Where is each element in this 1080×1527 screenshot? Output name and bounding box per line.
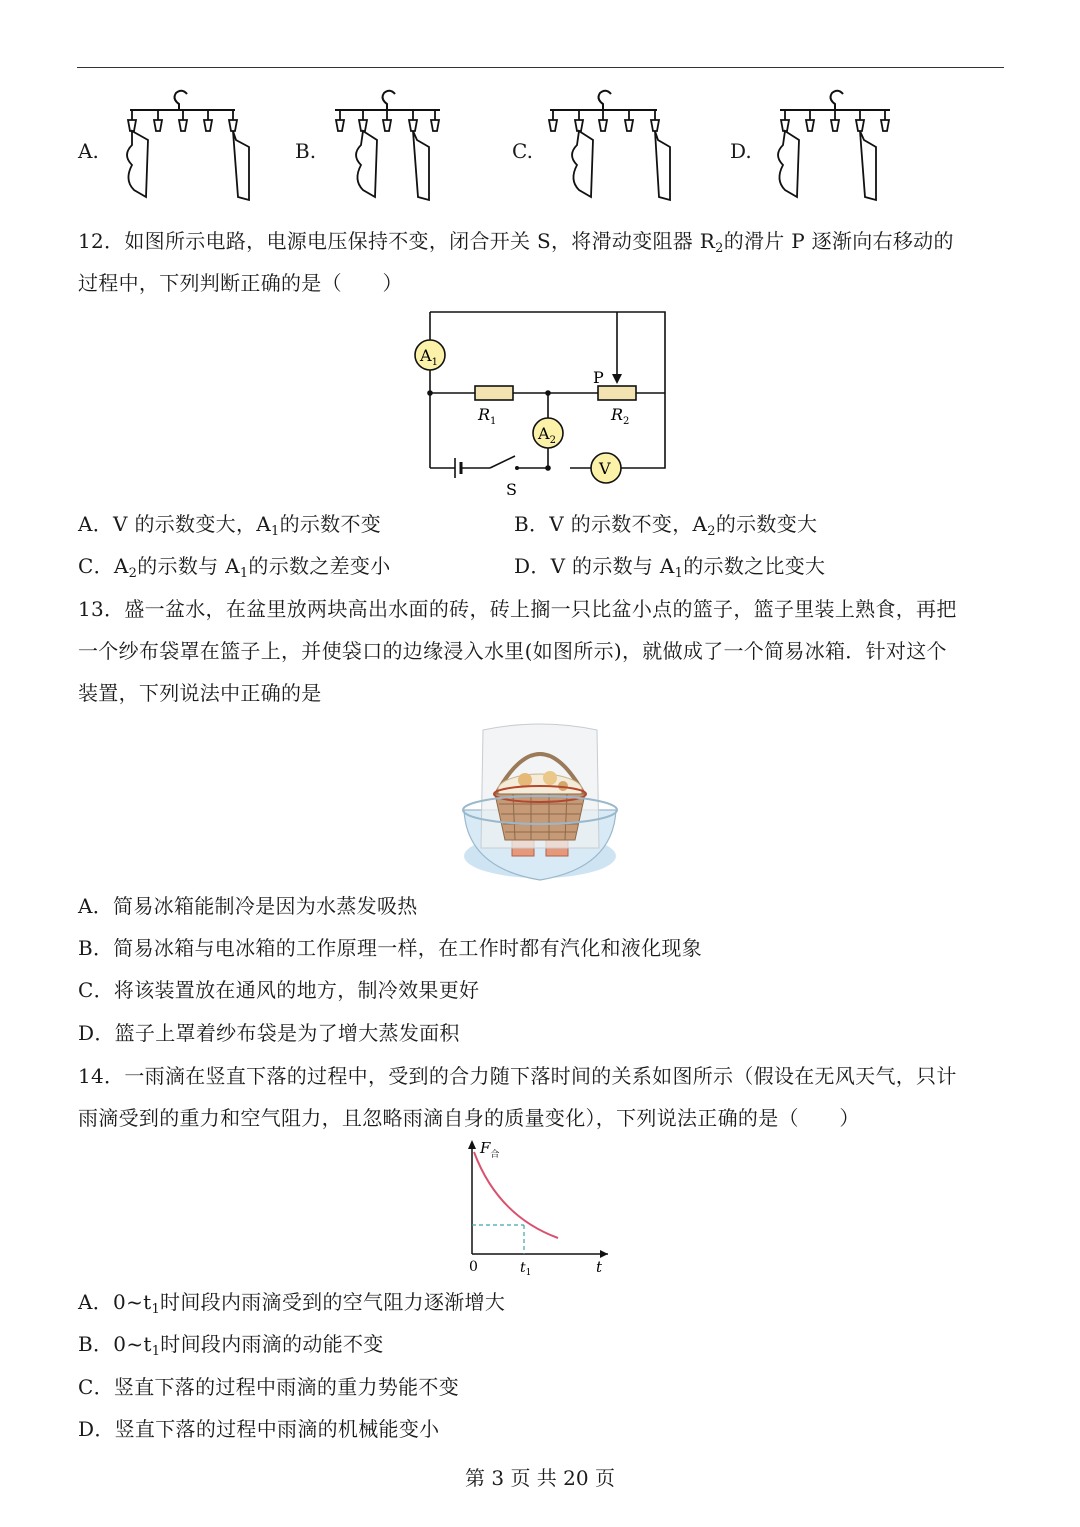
y-axis-label: $F_合$ — [480, 1139, 500, 1160]
q11-hanger-figure-d — [765, 85, 915, 205]
q12-option-a: A．V 的示数变大，$A_1$的示数不变 — [78, 512, 382, 539]
q13-ice-box-figure — [455, 718, 625, 886]
q11-option-d-label: D. — [730, 139, 752, 163]
q11-option-b-label: B. — [295, 139, 317, 163]
a2-meter-label: $A_2$ — [538, 424, 556, 446]
q12-option-d: D．V 的示数与 $A_1$的示数之比变大 — [514, 554, 826, 581]
q14-option-c: C．竖直下落的过程中雨滴的重力势能不变 — [78, 1375, 460, 1399]
q14-option-a: A．$0\sim t_1$时间段内雨滴受到的空气阻力逐渐增大 — [78, 1290, 506, 1317]
q12-stem-tail: 的滑片 P 逐渐向右移动的 — [723, 229, 954, 253]
q14-stem-line-1: 14．一雨滴在竖直下落的过程中，受到的合力随下落时间的关系如图所示（假设在无风天气，只计 — [78, 1064, 957, 1088]
q11-hanger-figure-c — [545, 85, 695, 205]
q12-option-c: C．$A_2$的示数与 $A_1$的示数之差变小 — [78, 554, 391, 581]
q14-stem-line-2: 雨滴受到的重力和空气阻力，且忽略雨滴自身的质量变化），下列说法正确的是（ ） — [78, 1106, 860, 1130]
q12-stem-line-1 — [78, 229, 954, 261]
voltmeter-label: V — [599, 459, 611, 478]
q14-option-b: B．$0\sim t_1$时间段内雨滴的动能不变 — [78, 1332, 384, 1359]
q11-option-c-label: C. — [512, 139, 533, 163]
q14-force-time-graph — [460, 1136, 620, 1278]
q13-option-c: C．将该装置放在通风的地方，制冷效果更好 — [78, 978, 480, 1002]
q13-stem-line-2: 一个纱布袋罩在篮子上，并使袋口的边缘浸入水里(如图所示)，就做成了一个简易冰箱．针对这个 — [78, 639, 947, 663]
top-rule — [77, 67, 1004, 68]
q12-stem-sub: 2 — [715, 241, 724, 256]
q12-stem-text: 12．如图所示电路，电源电压保持不变，闭合开关 S，将滑动变阻器 R — [78, 229, 716, 253]
q13-option-a: A．简易冰箱能制冷是因为水蒸发吸热 — [78, 894, 418, 918]
origin-label: 0 — [469, 1259, 478, 1275]
q12-stem-line-2: 过程中，下列判断正确的是（ ） — [78, 271, 403, 295]
q12-option-b: B．V 的示数不变，$A_2$的示数变大 — [514, 512, 818, 539]
x-axis-label: t — [596, 1258, 603, 1276]
r2-label: $R_2$ — [611, 405, 630, 427]
t1-label: $t_1$ — [520, 1260, 532, 1278]
switch-s-label: S — [506, 480, 517, 499]
q13-option-d: D．篮子上罩着纱布袋是为了增大蒸发面积 — [78, 1021, 460, 1045]
slider-p-label: P — [593, 368, 604, 387]
a1-meter-label: $A_1$ — [420, 346, 438, 368]
q13-stem-line-1: 13．盛一盆水，在盆里放两块高出水面的砖，砖上搁一只比盆小点的篮子，篮子里装上熟食，再把 — [78, 597, 957, 621]
q14-option-d: D．竖直下落的过程中雨滴的机械能变小 — [78, 1417, 440, 1441]
q11-hanger-figure-b — [325, 85, 475, 205]
q11-option-a-label: A. — [78, 139, 99, 163]
q13-stem-line-3: 装置，下列说法中正确的是 — [78, 681, 322, 705]
r1-label: $R_1$ — [478, 405, 497, 427]
page-footer: 第 3 页 共 20 页 — [465, 1466, 615, 1490]
q11-hanger-figure-a — [110, 85, 260, 205]
q12-circuit-diagram — [405, 300, 685, 505]
q13-option-b: B．简易冰箱与电冰箱的工作原理一样，在工作时都有汽化和液化现象 — [78, 936, 702, 960]
